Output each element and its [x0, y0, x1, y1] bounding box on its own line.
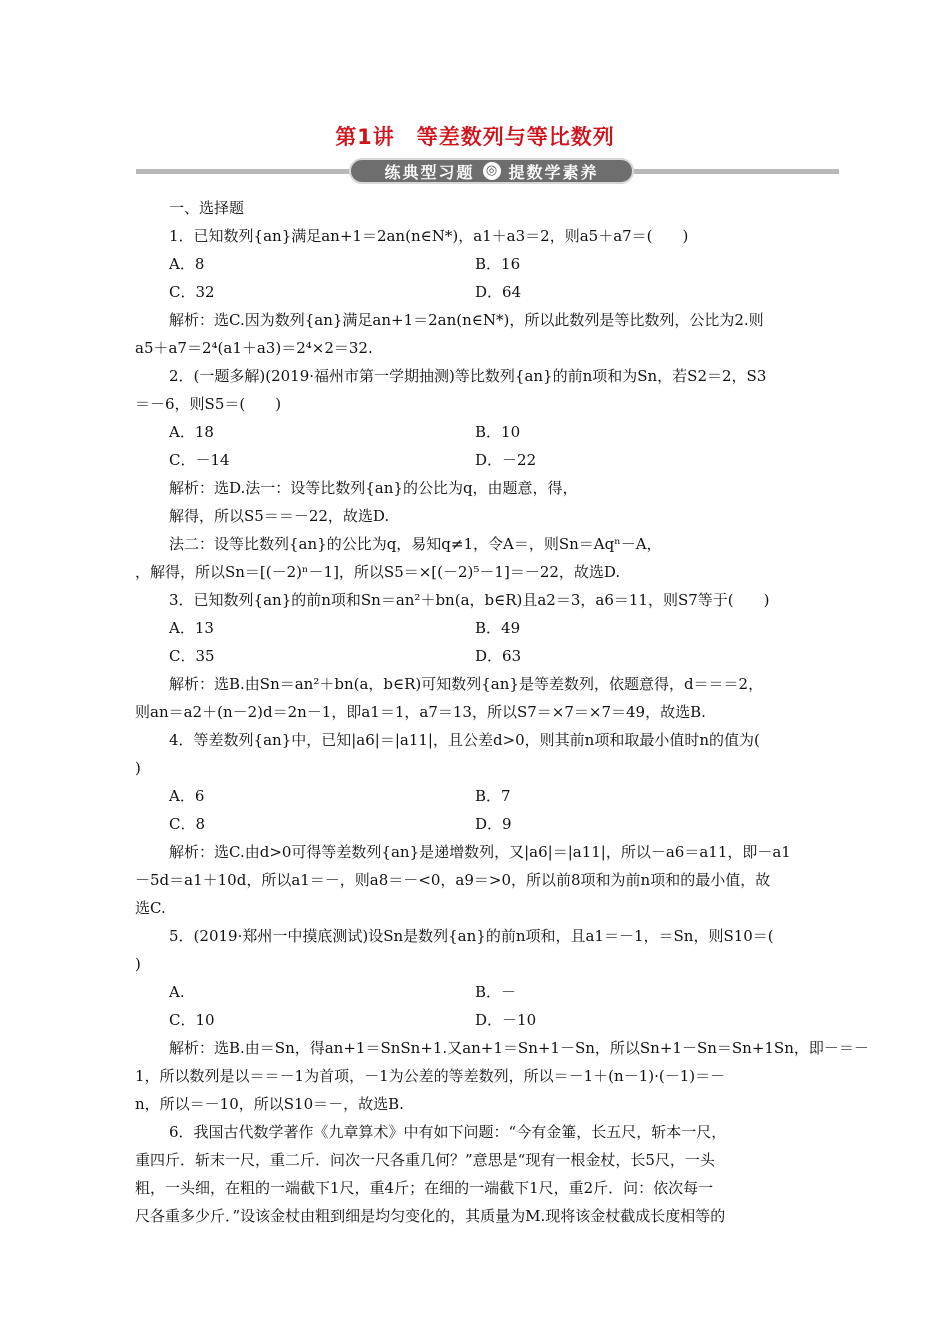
text-line: ) — [135, 759, 141, 777]
option-left: A．18 — [169, 423, 214, 441]
text-line: 5．(2019·郑州一中摸底测试)设Sn是数列{an}的前n项和，且a1＝－1，＝Sn，则S10＝( — [169, 927, 774, 945]
option-right: B．－ — [475, 983, 517, 1001]
option-left: C．35 — [169, 647, 215, 665]
banner-pill — [349, 158, 634, 184]
text-line: n，所以＝－10，所以S10＝－，故选B. — [135, 1095, 404, 1113]
option-row — [135, 278, 825, 306]
option-right: B．16 — [475, 255, 521, 273]
option-row — [135, 614, 825, 642]
document-body — [135, 194, 869, 1230]
option-right: D．9 — [475, 815, 512, 833]
text-line: 解析：选D.法一：设等比数列{an}的公比为q，由题意，得， — [169, 479, 578, 497]
option-right: B．7 — [475, 787, 511, 805]
option-right: B．49 — [475, 619, 521, 637]
text-line: a5＋a7＝2⁴(a1＋a3)＝2⁴×2＝32. — [135, 339, 373, 357]
option-left: C．8 — [169, 815, 206, 833]
text-line: 一、选择题 — [169, 199, 245, 217]
option-right: D．64 — [475, 283, 522, 301]
text-line: 2．(一题多解)(2019·福州市第一学期抽测)等比数列{an}的前n项和为Sn，若S2＝2，S3 — [169, 367, 767, 385]
banner-left-text: 练典型习题 — [384, 162, 475, 182]
banner-circle-icon: ◎ — [483, 162, 501, 180]
option-row — [135, 418, 825, 446]
option-row — [135, 782, 825, 810]
page-title: 第1讲 等差数列与等比数列 — [335, 125, 615, 149]
text-line: ＝－6，则S5＝( ) — [135, 395, 282, 413]
text-line: 4．等差数列{an}中，已知|a6|＝|a11|，且公差d>0，则其前n项和取最小值时n的值为( — [169, 731, 760, 749]
text-line: 解析：选B.由＝Sn，得an+1＝SnSn+1.又an+1＝Sn+1－Sn，所以Sn+1－Sn＝Sn+1Sn，即－＝－ — [169, 1039, 869, 1057]
option-row — [135, 250, 825, 278]
option-right: B．10 — [475, 423, 521, 441]
option-left: A．13 — [169, 619, 214, 637]
text-line: 解析：选C.因为数列{an}满足an+1＝2an(n∈N*)，所以此数列是等比数列，公比为2.则 — [169, 311, 764, 329]
option-right: D．63 — [475, 647, 522, 665]
text-line: 解得，所以S5＝＝－22，故选D. — [169, 507, 390, 525]
text-line: 解析：选B.由Sn＝an²＋bn(a，b∈R)可知数列{an}是等差数列，依题意得，d＝＝＝2， — [169, 675, 764, 693]
option-row — [135, 810, 825, 838]
option-right: D．－10 — [475, 1011, 537, 1029]
option-row — [135, 1006, 825, 1034]
text-line: 法二：设等比数列{an}的公比为q，易知q≠1，令A＝，则Sn＝Aqⁿ－A， — [169, 535, 662, 553]
text-line: 1．已知数列{an}满足an+1＝2an(n∈N*)，a1＋a3＝2，则a5＋a7＝( ) — [169, 227, 689, 245]
option-row — [135, 978, 825, 1006]
option-left: A. — [169, 983, 185, 1001]
option-left: A．6 — [169, 787, 205, 805]
option-left: C．－14 — [169, 451, 230, 469]
text-line: 1，所以数列是以＝＝－1为首项，－1为公差的等差数列，所以＝－1＋(n－1)·(－1)＝－ — [135, 1067, 726, 1085]
option-left: A．8 — [169, 255, 205, 273]
text-line: ，解得，所以Sn＝[(－2)ⁿ－1]，所以S5＝×[(－2)⁵－1]＝－22，故选D. — [135, 563, 621, 581]
text-line: 6．我国古代数学著作《九章算术》中有如下问题：“今有金箠，长五尺，斩本一尺， — [169, 1123, 727, 1141]
section-banner — [136, 158, 839, 184]
text-line: 选C. — [135, 899, 166, 917]
text-line: 3．已知数列{an}的前n项和Sn＝an²＋bn(a，b∈R)且a2＝3，a6＝11，则S7等于( ) — [169, 591, 770, 609]
text-line: －5d＝a1＋10d，所以a1＝－，则a8＝－<0，a9＝>0，所以前8项和为前n项和的最小值，故 — [135, 871, 771, 889]
text-line: 重四斤．斩末一尺，重二斤．问次一尺各重几何？”意思是“现有一根金杖，长5尺，一头 — [135, 1151, 715, 1169]
text-line: 粗，一头细，在粗的一端截下1尺，重4斤；在细的一端截下1尺，重2斤．问：依次每一 — [135, 1179, 714, 1197]
option-left: C．32 — [169, 283, 215, 301]
text-line: ) — [135, 955, 141, 973]
text-line: 尺各重多少斤．”设该金杖由粗到细是均匀变化的，其质量为M.现将该金杖截成长度相等的 — [135, 1207, 726, 1225]
option-row — [135, 446, 825, 474]
banner-right-text: 提数学素养 — [508, 162, 599, 182]
option-left: C．10 — [169, 1011, 215, 1029]
option-right: D．－22 — [475, 451, 537, 469]
text-line: 解析：选C.由d>0可得等差数列{an}是递增数列，又|a6|＝|a11|，所以－a6＝a11，即－a1 — [169, 843, 791, 861]
text-line: 则an＝a2＋(n－2)d＝2n－1，即a1＝1，a7＝13，所以S7＝×7＝×7＝49，故选B. — [135, 703, 706, 721]
option-row — [135, 642, 825, 670]
